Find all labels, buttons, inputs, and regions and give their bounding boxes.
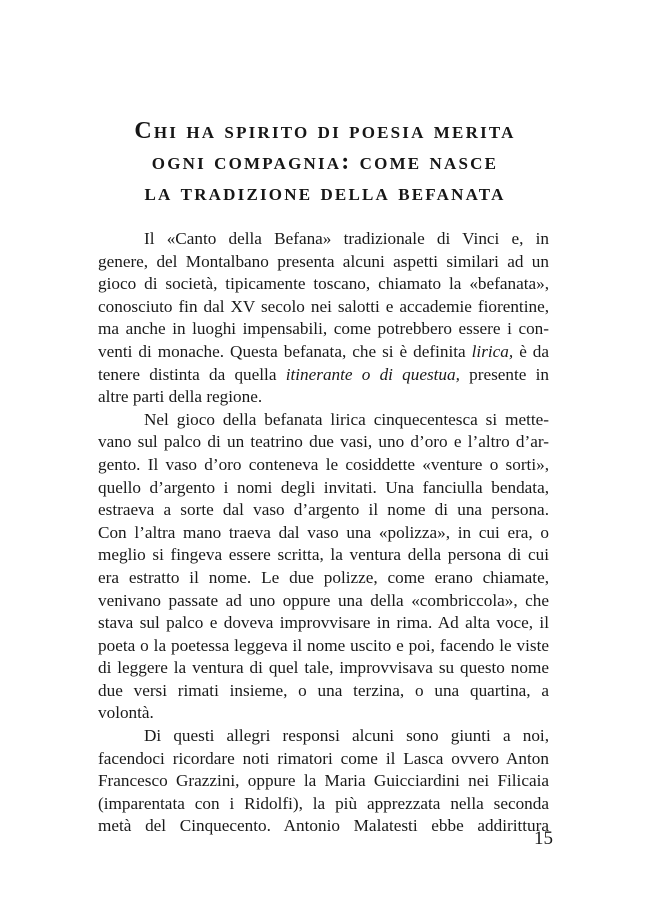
page-number: 15 bbox=[534, 828, 553, 849]
emphasis-lirica: lirica, bbox=[471, 341, 514, 361]
text-line: altre parti della regione. bbox=[98, 387, 263, 407]
text-line: vano sul palco di un teatrino due vasi, uno d’oro e l’altro d’ar- bbox=[98, 432, 549, 452]
text-line: di leggere la ventura di quel tale, improvvisava su questo nome bbox=[98, 658, 549, 678]
text-line: Francesco Grazzini, oppure la Maria Guicciardini nei Filicaia bbox=[98, 771, 549, 791]
emphasis-itinerante: itinerante o di questua, bbox=[285, 364, 460, 384]
chapter-title-line: la tradizione della befanata bbox=[144, 180, 506, 207]
text-line: Con l’altra mano traeva dal vaso una «polizza», in cui era, o bbox=[98, 522, 549, 542]
text-line: quello d’argento i nomi degli invitati. Una fanciulla bendata, bbox=[98, 477, 549, 497]
text-line: due versi rimati insieme, o una terzina, o una quartina, a bbox=[98, 680, 549, 700]
text-segment: venti di monache. Questa befanata, che si è definita bbox=[98, 341, 466, 361]
text-segment: tenere distinta da quella bbox=[98, 364, 277, 384]
text-line: stava sul palco e doveva improvvisare in rima. Ad alta voce, il bbox=[98, 613, 549, 633]
text-line: venivano passate ad uno oppure una della «combriccola», che bbox=[98, 590, 549, 610]
text-line: poeta o la poetessa leggeva il nome uscito e poi, facendo le viste bbox=[98, 635, 549, 655]
text-line: metà del Cinquecento. Antonio Malatesti ebbe addirittura bbox=[98, 816, 549, 836]
text-line: gioco di società, tipicamente toscano, chiamato la «befanata», bbox=[98, 274, 549, 294]
text-line: volontà. bbox=[98, 703, 154, 723]
text-line: genere, del Montalbano presenta alcuni aspetti similari ad un bbox=[98, 251, 549, 271]
chapter-title-line: Chi ha spirito di poesia merita bbox=[134, 118, 516, 145]
body-text bbox=[98, 228, 549, 838]
text-line: (imparentata con i Ridolfi), la più apprezzata nella seconda bbox=[98, 793, 549, 813]
chapter-title bbox=[60, 116, 590, 209]
chapter-title-line: ogni compagnia: come nasce bbox=[151, 149, 499, 176]
text-line: conosciuto fin dal XV secolo nei salotti e accademie fiorentine, bbox=[98, 296, 549, 316]
text-line: facendoci ricordare noti rimatori come il Lasca ovvero Anton bbox=[98, 748, 549, 768]
text-line: meglio si fingeva essere scritta, la ventura della persona di cui bbox=[98, 545, 549, 565]
text-line: Di questi allegri responsi alcuni sono giunti a noi, bbox=[144, 726, 549, 746]
text-line bbox=[98, 341, 549, 364]
text-line: estraeva a sorte dal vaso d’argento il nome di una persona. bbox=[98, 500, 549, 520]
text-line: Il «Canto della Befana» tradizionale di Vinci e, in bbox=[144, 229, 549, 248]
text-line: era estratto il nome. Le due polizze, come erano chiamate, bbox=[98, 567, 549, 587]
text-line bbox=[98, 364, 549, 387]
text-line: Nel gioco della befanata lirica cinquecentesca si mette- bbox=[144, 409, 549, 429]
paragraph-2 bbox=[98, 409, 549, 725]
paragraph-3 bbox=[98, 725, 549, 838]
text-segment: presente in bbox=[469, 364, 550, 384]
text-segment: è da bbox=[519, 341, 550, 361]
paragraph-1 bbox=[98, 228, 549, 409]
text-line: gento. Il vaso d’oro conteneva le cosiddette «venture o sorti», bbox=[98, 454, 549, 474]
text-line: ma anche in luoghi impensabili, come potrebbero essere i con- bbox=[98, 319, 549, 339]
